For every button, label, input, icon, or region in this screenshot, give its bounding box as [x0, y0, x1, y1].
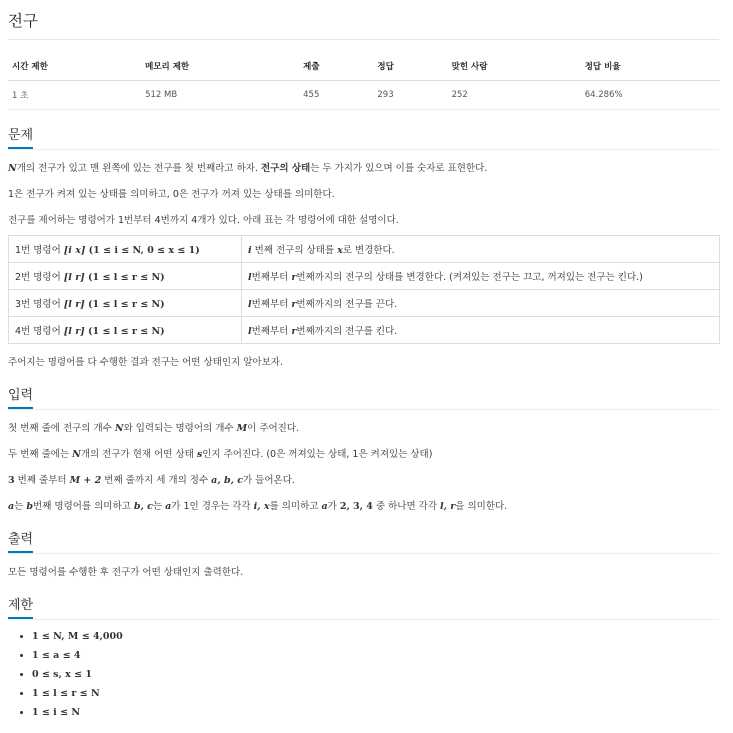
value-accept-ratio: 64.286%: [581, 81, 720, 110]
value-accepted[interactable]: 293: [373, 81, 447, 110]
value-submissions[interactable]: 455: [299, 81, 373, 110]
command-row: 4번 명령어 [l r] (1 ≤ l ≤ r ≤ N) l번째부터 r번째까지의 전구를 킨다.: [9, 317, 720, 344]
value-time-limit: 1 초: [8, 81, 141, 110]
command-row: 2번 명령어 [l r] (1 ≤ l ≤ r ≤ N) l번째부터 r번째까지의 전구의 상태를 변경한다. (켜져있는 전구는 끄고, 꺼져있는 전구는 킨다.): [9, 263, 720, 290]
list-item: • 1 ≤ N, M ≤ 4,000: [32, 630, 719, 644]
limits-list: [8, 630, 719, 720]
value-memory-limit: 512 MB: [141, 81, 299, 110]
section-heading-problem: 문제: [8, 124, 719, 150]
command-table: [8, 235, 720, 344]
problem-paragraph-3: 전구를 제어하는 명령어가 1번부터 4번까지 4개가 있다. 아래 표는 각 명령어에 대한 설명이다.: [8, 215, 399, 226]
problem-paragraph-2: 1은 전구가 켜져 있는 상태를 의미하고, 0은 전구가 꺼져 있는 상태를 의미한다.: [8, 189, 335, 200]
section-heading-output: 출력: [8, 528, 719, 554]
section-heading-limits: 제한: [8, 594, 719, 620]
input-line-4: a는 b번째 명령어를 의미하고 b, c는 a가 1인 경우는 각각 i, x를 의미하고 a가 2, 3, 4 중 하나면 각각 l, r을 의미한다.: [8, 501, 508, 512]
command-row: 1번 명령어 [i x] (1 ≤ i ≤ N, 0 ≤ x ≤ 1) i 번째 전구의 상태를 x로 변경한다.: [9, 236, 720, 263]
header-solvers: 맞힌 사람: [448, 52, 581, 81]
value-solvers[interactable]: 252: [448, 81, 581, 110]
header-accept-ratio: 정답 비율: [581, 52, 720, 81]
problem-paragraph-4: 주어지는 명령어를 다 수행한 결과 전구는 어떤 상태인지 알아보자.: [8, 357, 283, 368]
list-item: • 1 ≤ l ≤ r ≤ N: [32, 687, 719, 701]
page-title: 전구: [8, 9, 719, 40]
problem-paragraph-1: N개의 전구가 있고 맨 왼쪽에 있는 전구를 첫 번째라고 하자. 전구의 상태는 두 가지가 있으며 이를 숫자로 표현한다.: [8, 163, 488, 174]
output-section: [8, 528, 719, 580]
input-line-1: 첫 번째 줄에 전구의 개수 N와 입력되는 명령어의 개수 M이 주어진다.: [8, 423, 300, 434]
list-item: • 1 ≤ a ≤ 4: [32, 649, 719, 663]
header-submissions: 제출: [299, 52, 373, 81]
problem-section: [8, 124, 719, 370]
input-line-3: 3 번째 줄부터 M + 2 번째 줄까지 세 개의 정수 a, b, c가 들어온다.: [8, 475, 295, 486]
output-text: 모든 명령어를 수행한 후 전구가 어떤 상태인지 출력한다.: [8, 567, 244, 578]
list-item: • 0 ≤ s, x ≤ 1: [32, 668, 719, 682]
problem-info-table: [8, 52, 720, 110]
limits-section: [8, 594, 719, 720]
list-item: • 1 ≤ i ≤ N: [32, 706, 719, 720]
section-heading-input: 입력: [8, 384, 719, 410]
header-accepted: 정답: [373, 52, 447, 81]
input-line-2: 두 번째 줄에는 N개의 전구가 현재 어떤 상태 s인지 주어진다. (0은 꺼져있는 상태, 1은 켜져있는 상태): [8, 449, 433, 460]
command-row: 3번 명령어 [l r] (1 ≤ l ≤ r ≤ N) l번째부터 r번째까지의 전구를 끈다.: [9, 290, 720, 317]
header-time-limit: 시간 제한: [8, 52, 141, 81]
input-section: [8, 384, 719, 514]
header-memory-limit: 메모리 제한: [141, 52, 299, 81]
